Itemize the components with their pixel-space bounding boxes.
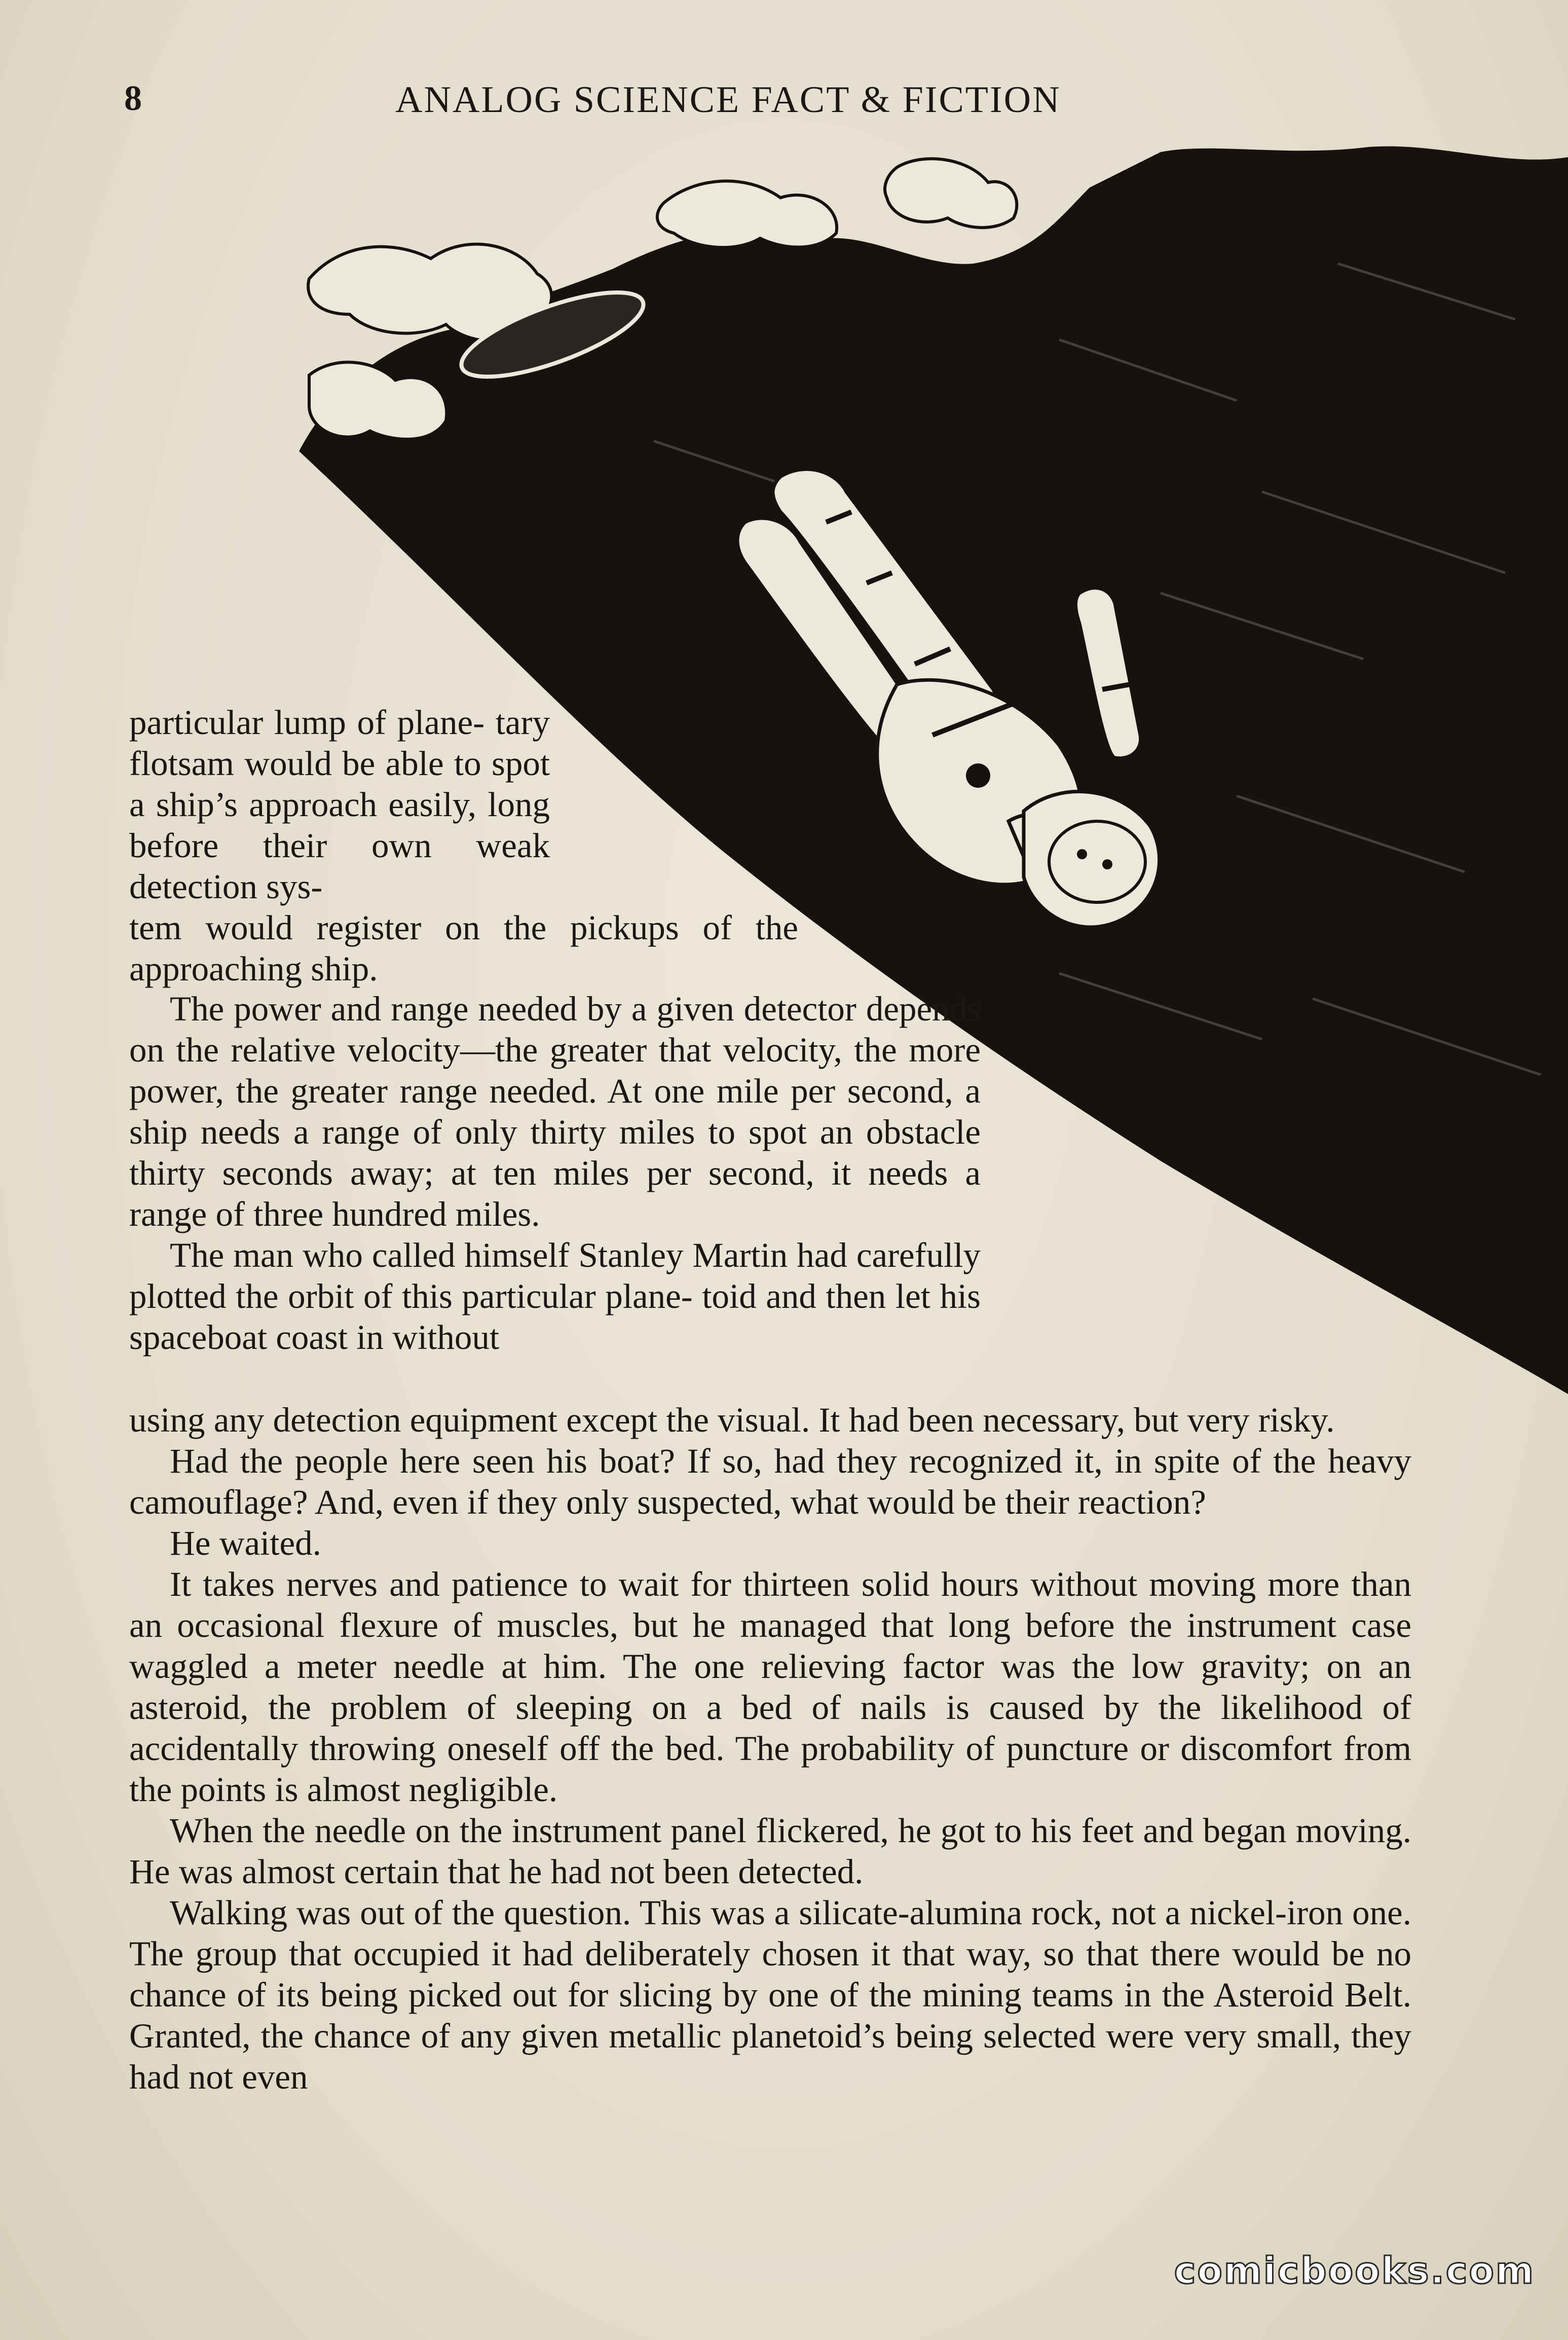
paragraph: He waited. (170, 1524, 321, 1562)
paragraph: The power and range needed by a given detector depends on the relative velocity—the greater that velocity, the more power, the greater range needed. At one mile per second, a ship needs a range of only thirty miles to spot an obstacle thirty seconds away; at ten miles per second, it needs a range of three hundred miles. (129, 990, 981, 1233)
running-head: ANALOG SCIENCE FACT & FICTION (395, 79, 1061, 121)
paragraph: particular lump of plane- tary flotsam would be able to spot a ship’s approach easily, long before their own weak detection sys- (129, 703, 550, 906)
paragraph: Walking was out of the question. This was a silicate-alumina rock, not a nickel-iron one. The group that occupied it had deliberately chosen it that way, so that there would be no chance of its being picked out for slicing by one of the mining teams in the Asteroid Belt. Granted, the chance of any given metallic planetoid’s being selected were very small, they had not even (129, 1893, 1411, 2096)
body-text-column-2 (129, 907, 798, 990)
paragraph: tem would register on the pickups of the approaching ship. (129, 908, 798, 988)
paragraph: The man who called himself Stanley Martin had carefully plotted the orbit of this particular plane- toid and then let his spaceboat coast in without (129, 1236, 981, 1357)
body-text-column-3 (129, 989, 981, 1358)
paragraph: Had the people here seen his boat? If so, had they recognized it, in spite of the heavy camouflage? And, even if they only suspected, what would be their reaction? (129, 1442, 1411, 1521)
body-text-column-1 (129, 702, 550, 907)
paragraph: It takes nerves and patience to wait for thirteen solid hours without moving more than an occasional flexure of muscles, but he managed that long before the instrument case waggled a meter needle at him. The one relieving factor was the low gravity; on an asteroid, the problem of sleeping on a bed of nails is caused by the likelihood of accidentally throwing oneself off the bed. The probability of puncture or discomfort from the points is almost negligible. (129, 1565, 1411, 1809)
watermark: comicbooks.com (1174, 2249, 1535, 2292)
paragraph: using any detection equipment except the visual. It had been necessary, but very risky. (129, 1401, 1335, 1439)
paragraph: When the needle on the instrument panel flickered, he got to his feet and began moving. He was almost certain that he had not been detected. (129, 1811, 1411, 1891)
body-text-column-4 (129, 1400, 1411, 2098)
page-number: 8 (124, 79, 142, 118)
